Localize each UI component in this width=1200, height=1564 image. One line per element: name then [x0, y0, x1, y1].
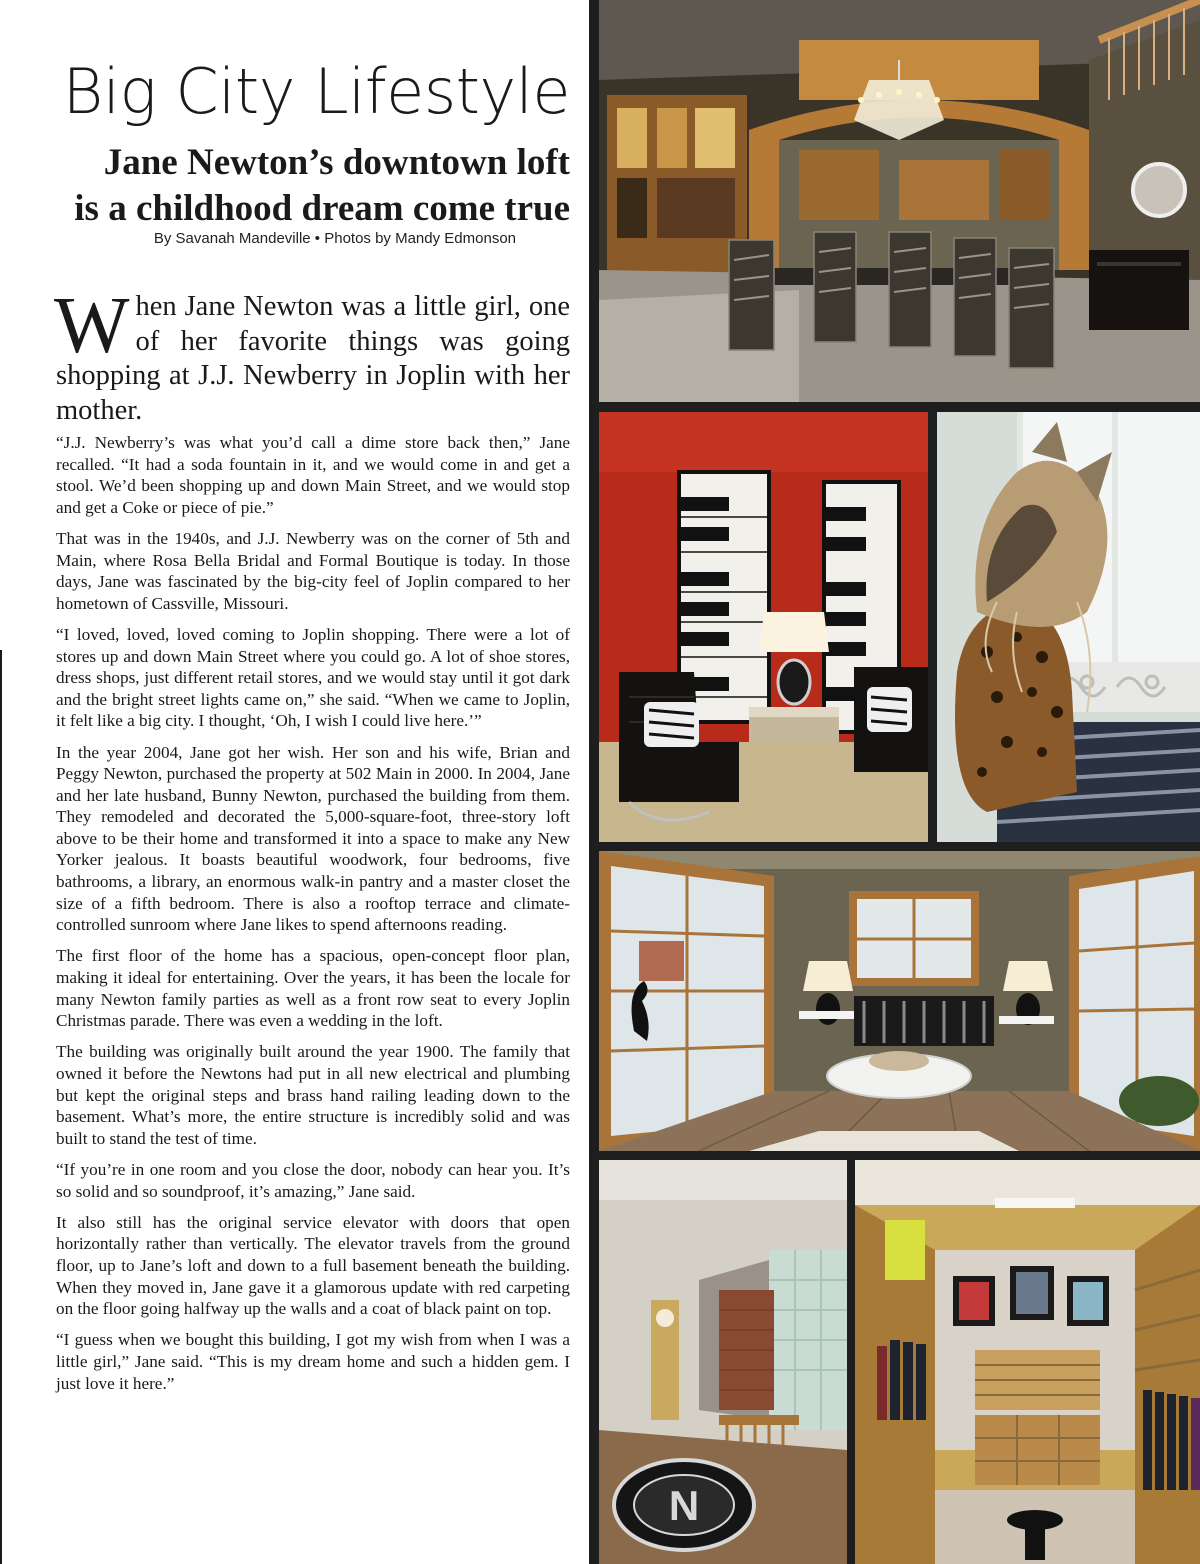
body-paragraph: It also still has the original service elevator with doors that open horizontally rather than vertically. The elevator travels from the ground floor, up to Jane’s loft and down to a full basement beneath the building. When they moved in, Jane gave it a glamorous update with red carpeting on the floor going halfway up the walls and a coat of black paint on top.	[56, 1212, 570, 1319]
article-title: Big City Lifestyle	[62, 55, 570, 128]
body-paragraph: “If you’re in one room and you close the door, nobody can hear you. It’s so solid and so soundproof, it’s amazing,” Jane said.	[56, 1159, 570, 1201]
body-paragraph: The first floor of the home has a spacious, open-concept floor plan, making it ideal for entertaining. Over the years, it has been the locale for many Newton family parties as well as a front row seat to every Joplin Christmas parade. There was even a wedding in the loft.	[56, 946, 570, 1031]
subtitle-line-2: is a childhood dream come true	[74, 188, 570, 229]
lede-text: hen Jane Newton was a little girl, one of her favorite things was going shopping at J.J. Newberry in Joplin with her mother.	[56, 291, 570, 426]
body-paragraph: “J.J. Newberry’s was what you’d call a dime store back then,” Jane recalled. “It had a soda fountain in it, and we would come in and get a stool. We’d been shopping up and down Main Street, and we would stop and get a Coke or piece of pie.”	[56, 433, 570, 517]
article-column	[56, 0, 570, 1564]
hallway-photo	[599, 1160, 847, 1564]
body-paragraph: The building was originally built around the year 1900. The family that owned it before the Newtons had put in all new electrical and plumbing but kept the original steps and brass hand railing leading down to the basement. What’s more, the entire structure is incredibly solid and was built to stand the test of time.	[56, 1042, 570, 1148]
dining-room-photo	[599, 0, 1200, 402]
subtitle-line-1: Jane Newton’s downtown loft	[103, 142, 570, 183]
closet-photo	[855, 1160, 1200, 1564]
article-body	[56, 432, 570, 1404]
drop-cap: W	[54, 282, 130, 370]
byline: By Savanah Mandeville • Photos by Mandy Edmonson	[153, 230, 516, 247]
dog-photo	[937, 412, 1200, 842]
body-paragraph: That was in the 1940s, and J.J. Newberry was on the corner of 5th and Main, where Rosa Bella Bridal and Formal Boutique is today. In those days, Jane was fascinated by the big-city feel of Joplin compared to her hometown of Cassville, Missouri.	[56, 528, 570, 613]
page-edge-rule	[0, 650, 2, 1564]
body-paragraph: In the year 2004, Jane got her wish. Her son and his wife, Brian and Peggy Newton, purchased the property at 502 Main in 2000. In 2004, Jane and her late husband, Bunny Newton, purchased the building from them. They remodeled and decorated the 5,000-square-foot, three-story loft above to be their home and transformed it into a space to make any New Yorker jealous. It boasts beautiful woodwork, four bedrooms, five bathrooms, a library, an enormous walk-in pantry and a master closet the size of a fifth bedroom. There is also a rooftop terrace and climate-controlled sunroom where Jane likes to spend afternoons reading.	[56, 742, 570, 935]
photo-column	[589, 0, 1200, 1564]
body-paragraph: “I loved, loved, loved coming to Joplin shopping. There were a lot of stores up and down Main Street where you could go. A lot of shoe stores, dress shops, just different retail stores, and we would stay until it got dark and the bright street lights came on,” she said. “When we came to Joplin, it felt like a big city. I thought, ‘Oh, I wish I could live here.’”	[56, 624, 570, 731]
rug-letter: N	[668, 1482, 700, 1529]
body-paragraph: “I guess when we bought this building, I got my wish from when I was a little girl,” Jane said. “This is my dream home and such a hidden gem. I just love it here.”	[56, 1330, 570, 1393]
lede-paragraph	[54, 282, 570, 428]
piano-art-room-photo	[599, 412, 928, 842]
article-subtitle	[56, 140, 570, 232]
sunroom-photo	[599, 851, 1200, 1151]
